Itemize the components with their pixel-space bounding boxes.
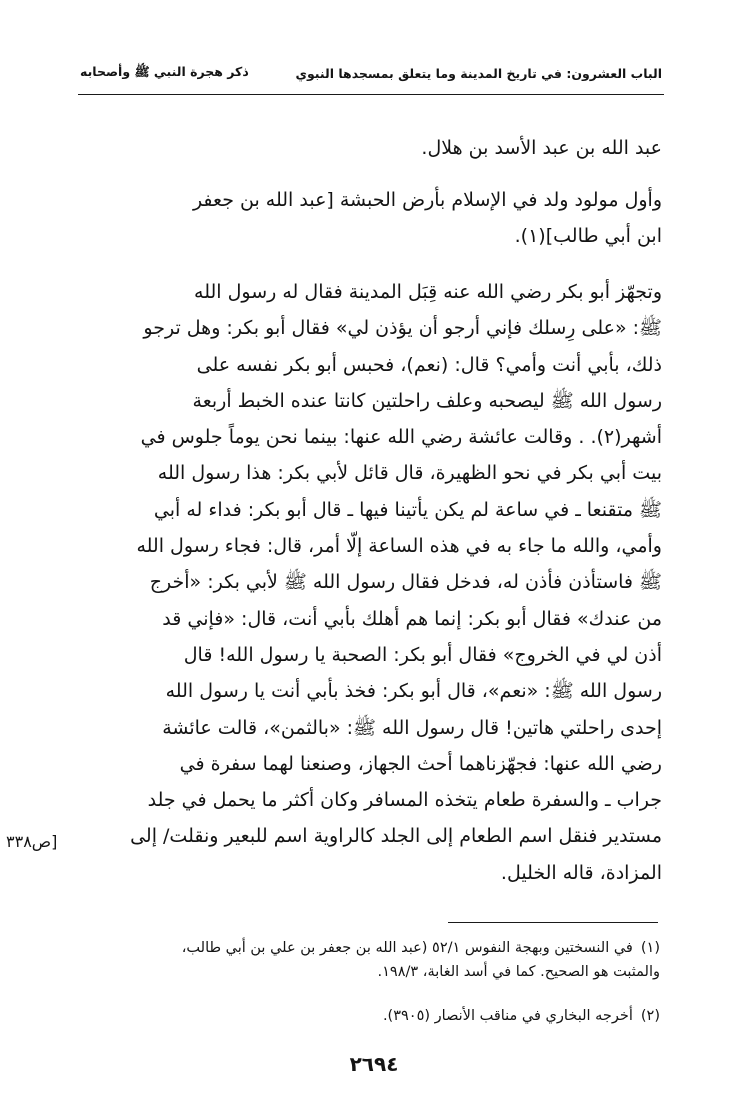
paragraph-1 [86,130,662,166]
footnote-number: (١) [640,940,660,956]
text-line: من عندك» فقال أبو بكر: إنما هم أهلك بأبي أنت، قال: «فإني قد [162,607,662,630]
text-line: رسول الله ﷺ ليصحبه وعلف راحلتين كانتا عنده الخبط أربعة [192,389,662,412]
text-line: ذلك، بأبي أنت وأمي؟ قال: (نعم)، فحبس أبو بكر نفسه على [196,353,662,376]
footnote-text: والمثبت هو الصحيح. كما في أسد الغابة، ١٩٨/٣. [377,964,660,980]
text-line: ﷺ فاستأذن فأذن له، فدخل فقال رسول الله ﷺ لأبي بكر: «أخرج [149,571,662,594]
footnote-2 [88,1004,660,1028]
text-line: جراب ـ والسفرة طعام يتخذه المسافر وكان أكثر ما يحمل في جلد [147,789,662,812]
text-line: أذن لي في الخروج» فقال أبو بكر: الصحبة يا رسول الله! قال [183,643,662,666]
footnote-line [88,960,660,984]
page-number: ٢٦٩٤ [349,1052,399,1076]
paragraph-2 [86,182,662,254]
header-section-title: ذكر هجرة النبي ﷺ وأصحابه [80,63,249,79]
text-line: وأول مولود ولد في الإسلام بأرض الحبشة [عبد الله بن جعفر [192,189,662,211]
text-line: أشهر(٢). . وقالت عائشة رضي الله عنها: بينما نحن يوماً جلوس في [140,426,662,449]
header-divider [78,94,664,95]
text-line: المزادة، قاله الخليل. [500,861,662,884]
footnote-1 [88,936,660,984]
text-line: عبد الله بن عبد الأسد بن هلال. [421,137,662,159]
footnote-line [88,936,660,960]
text-line: إحدى راحلتي هاتين! قال رسول الله ﷺ: «بالثمن»، قالت عائشة [162,716,662,739]
margin-page-reference: [ص٣٣٨ [6,832,58,851]
text-line: مستدير فنقل اسم الطعام إلى الجلد كالراوية اسم للبعير ونقلت/ إلى [130,825,662,848]
footnote-number: (٢) [640,1008,660,1024]
footnote-text: في النسختين وبهجة النفوس ٥٢/١ (عبد الله بن جعفر بن علي بن أبي طالب، [181,940,633,956]
header-chapter-title: الباب العشرون: في تاريخ المدينة وما يتعلق بمسجدها النبوي [295,65,662,81]
text-line: رسول الله ﷺ: «نعم»، قال أبو بكر: فخذ بأبي أنت يا رسول الله [165,680,662,703]
text-line: رضي الله عنها: فجهّزناهما أحث الجهاز، وصنعنا لهما سفرة في [179,752,662,775]
text-line: بيت أبي بكر في نحو الظهيرة، قال قائل لأبي بكر: هذا رسول الله [157,462,662,485]
text-line: ابن أبي طالب](١). [514,225,662,247]
footnote-line [88,1004,660,1028]
footnote-text: أخرجه البخاري في مناقب الأنصار (٣٩٠٥). [382,1008,633,1024]
text-line: وأمي، والله ما جاء به في هذه الساعة إلّا أمر، قال: فجاء رسول الله [136,535,662,558]
paragraph-3 [86,274,662,891]
running-header [80,62,662,84]
text-line: وتجهّز أبو بكر رضي الله عنه قِبَل المدينة فقال له رسول الله [194,281,662,303]
text-line: ﷺ متقنعا ـ في ساعة لم يكن يأتينا فيها ـ قال أبو بكر: فداء له أبي [153,498,662,521]
footnote-divider [448,922,658,923]
text-line: ﷺ: «على رِسلك فإني أرجو أن يؤذن لي» فقال أبو بكر: وهل ترجو [143,317,662,340]
